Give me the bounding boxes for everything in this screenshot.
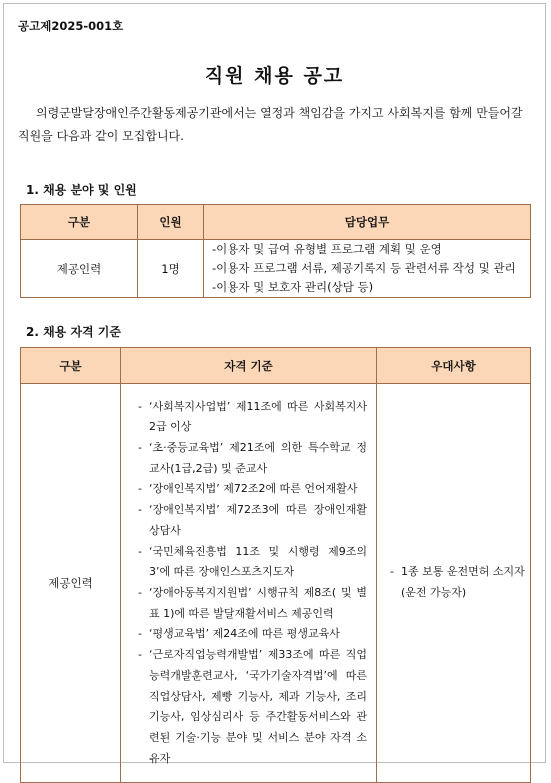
table-header-row [21,348,531,384]
qualification-item: - ‘장애아동복지지원법’ 시행규칙 제8조( 및 별표 1)에 따른 발달재활서비스 제공인력 [122,583,367,624]
notice-title: 직원 채용 공고 [204,65,345,87]
qualification-item: - ‘평생교육법’ 제24조에 따른 평생교육사 [122,624,367,645]
section-heading-qualification: 2. 채용 자격 기준 [26,325,121,339]
qualification-item: - ‘사회복지사업법’ 제11조에 따른 사회복지사 2급 이상 [122,397,367,438]
duties-cell [204,240,531,298]
qualification-item: - ‘근로자직업능력개발법’ 제33조에 따른 직업능력개발훈련교사, ‘국가기술자격법’에 따른 직업상담사, 제빵 기능사, 제과 기능사, 조리 기능사, 임상심리사 등 주간활동서비스와 관련된 기술·기능 분야 및 서비스 분야 자격 소유자 [122,645,367,769]
duty-item: -이용자 및 급여 유형별 프로그램 계획 및 운영 [212,242,442,256]
category-cell: 제공인력 [21,384,121,783]
qualification-list [122,397,375,770]
preference-item: - 1종 보통 운전면허 소지자 (운전 가능자) [390,562,529,603]
count-cell: 1명 [138,240,204,298]
duty-item: -이용자 및 보호자 관리(상담 등) [212,280,374,294]
notice-number: 공고제2025-001호 [18,19,124,33]
qualification-item: - ‘국민체육진흥법 11조 및 시행령 제9조의3’에 따른 장애인스포츠지도자 [122,542,367,583]
notice-page [3,3,546,763]
column-header: 구분 [21,348,121,384]
preference-list [378,562,529,603]
table-row [21,384,531,783]
column-header: 담당업무 [204,205,531,240]
intro-paragraph: 의령군발달장애인주간활동제공기관에서는 열정과 책임감을 가지고 사회복지를 함께 만들어갈 직원을 다음과 같이 모집합니다. [18,106,523,143]
column-header: 우대사항 [377,348,531,384]
qualification-item: - ‘초·중등교육법’ 제21조에 의한 특수학교 정교사(1급,2급) 및 준교사 [122,438,367,479]
preferences-cell [377,384,531,783]
qualification-item: - ‘장애인복지법’ 제72조3에 따른 장애인재활상담사 [122,500,367,541]
duty-item: -이용자 프로그램 서류, 제공기록지 등 관련서류 작성 및 관리 [212,261,516,275]
column-header: 인원 [138,205,204,240]
recruitment-table [20,204,531,298]
category-cell: 제공인력 [21,240,138,298]
qualification-item: - ‘장애인복지법’ 제72조2에 따른 언어재활사 [122,479,367,500]
qualification-table [20,347,531,783]
column-header: 자격 기준 [121,348,377,384]
table-row [21,240,531,298]
table-header-row [21,205,531,240]
column-header: 구분 [21,205,138,240]
section-heading-recruitment: 1. 채용 분야 및 인원 [26,183,137,197]
qualifications-cell [121,384,377,783]
